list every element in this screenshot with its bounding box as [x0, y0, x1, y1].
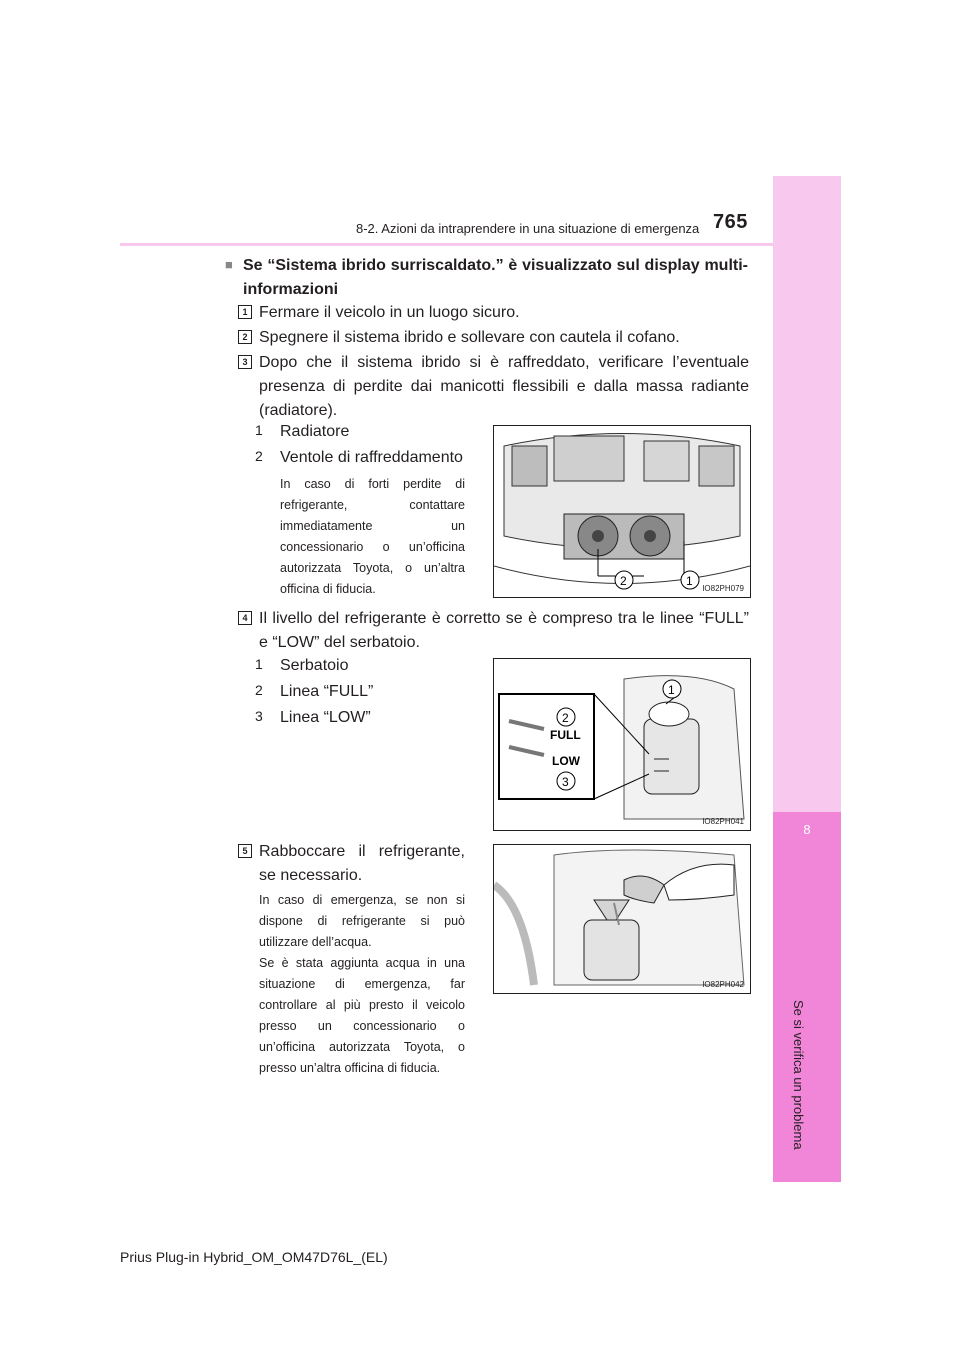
- step-number-box: 3: [238, 355, 252, 369]
- figure-code: IO82PH079: [702, 584, 744, 593]
- top-up-illustration: [494, 845, 750, 993]
- section-bullet: ■: [225, 257, 233, 272]
- step-number-box: 2: [238, 330, 252, 344]
- chapter-side-tab-active: [773, 812, 841, 1182]
- step-text: Spegnere il sistema ibrido e sollevare con cautela il cofano.: [259, 329, 680, 346]
- svg-text:1: 1: [668, 683, 675, 697]
- callout-label: Linea “FULL”: [280, 683, 374, 700]
- section-heading: Se “Sistema ibrido surriscaldato.” è visualizzato sul display multi-informazioni: [243, 257, 748, 298]
- header-title: 8-2. Azioni da intraprendere in una situazione di emergenza: [356, 221, 700, 236]
- step-number-box: 1: [238, 305, 252, 319]
- callout-number: 1: [255, 422, 263, 438]
- svg-text:2: 2: [620, 574, 627, 588]
- callout-number: 3: [255, 708, 263, 724]
- reservoir-figure: [493, 658, 751, 831]
- engine-bay-figure: [493, 425, 751, 598]
- figure-code: IO82PH041: [702, 817, 744, 826]
- chapter-title: Se si verifica un problema: [791, 1000, 806, 1150]
- callout-label: Serbatoio: [280, 657, 349, 674]
- svg-text:3: 3: [562, 775, 569, 789]
- note-text: In caso di emergenza, se non si dispone di refrigerante si può utilizzare dell’acqua.: [259, 893, 465, 949]
- reservoir-illustration: [494, 659, 750, 830]
- note-text: Se è stata aggiunta acqua in una situazione di emergenza, far controllare al più presto il veicolo presso un concessionario o un’officina autorizzata Toyota, o presso un’altra officina di fiducia.: [259, 956, 465, 1075]
- step-text: Rabboccare il refrigerante, se necessario.: [259, 843, 465, 884]
- header-rule: [120, 243, 841, 246]
- step-text: Il livello del refrigerante è corretto se è compreso tra le linee “FULL” e “LOW” del serbatoio.: [259, 610, 749, 651]
- callout-number: 1: [255, 656, 263, 672]
- callout-label: Radiatore: [280, 423, 350, 440]
- engine-bay-illustration: [494, 426, 750, 597]
- figure-code: IO82PH042: [702, 980, 744, 989]
- document-footer: Prius Plug-in Hybrid_OM_OM47D76L_(EL): [120, 1249, 388, 1265]
- step-number-box: 4: [238, 611, 252, 625]
- top-up-figure: [493, 844, 751, 994]
- chapter-number: 8: [803, 822, 811, 837]
- callout-number: 2: [255, 682, 263, 698]
- callout-label: Ventole di raffreddamento: [280, 449, 463, 466]
- full-line-label: FULL: [550, 728, 581, 742]
- note-text: In caso di forti perdite di refrigerante, contattare immediatamente un concessionario o un’officina autorizzata Toyota, o un’altra officina di fiducia.: [280, 477, 465, 596]
- low-line-label: LOW: [552, 754, 580, 768]
- svg-text:2: 2: [562, 711, 569, 725]
- callout-label: Linea “LOW”: [280, 709, 371, 726]
- callout-number: 2: [255, 448, 263, 464]
- step-text: Fermare il veicolo in un luogo sicuro.: [259, 304, 520, 321]
- svg-text:1: 1: [686, 574, 693, 588]
- step-number-box: 5: [238, 844, 252, 858]
- step-text: Dopo che il sistema ibrido si è raffreddato, verificare l’eventuale presenza di perdite dai manicotti flessibili e dalla massa radiante (radiatore).: [259, 354, 749, 419]
- page-number: 765: [713, 211, 748, 233]
